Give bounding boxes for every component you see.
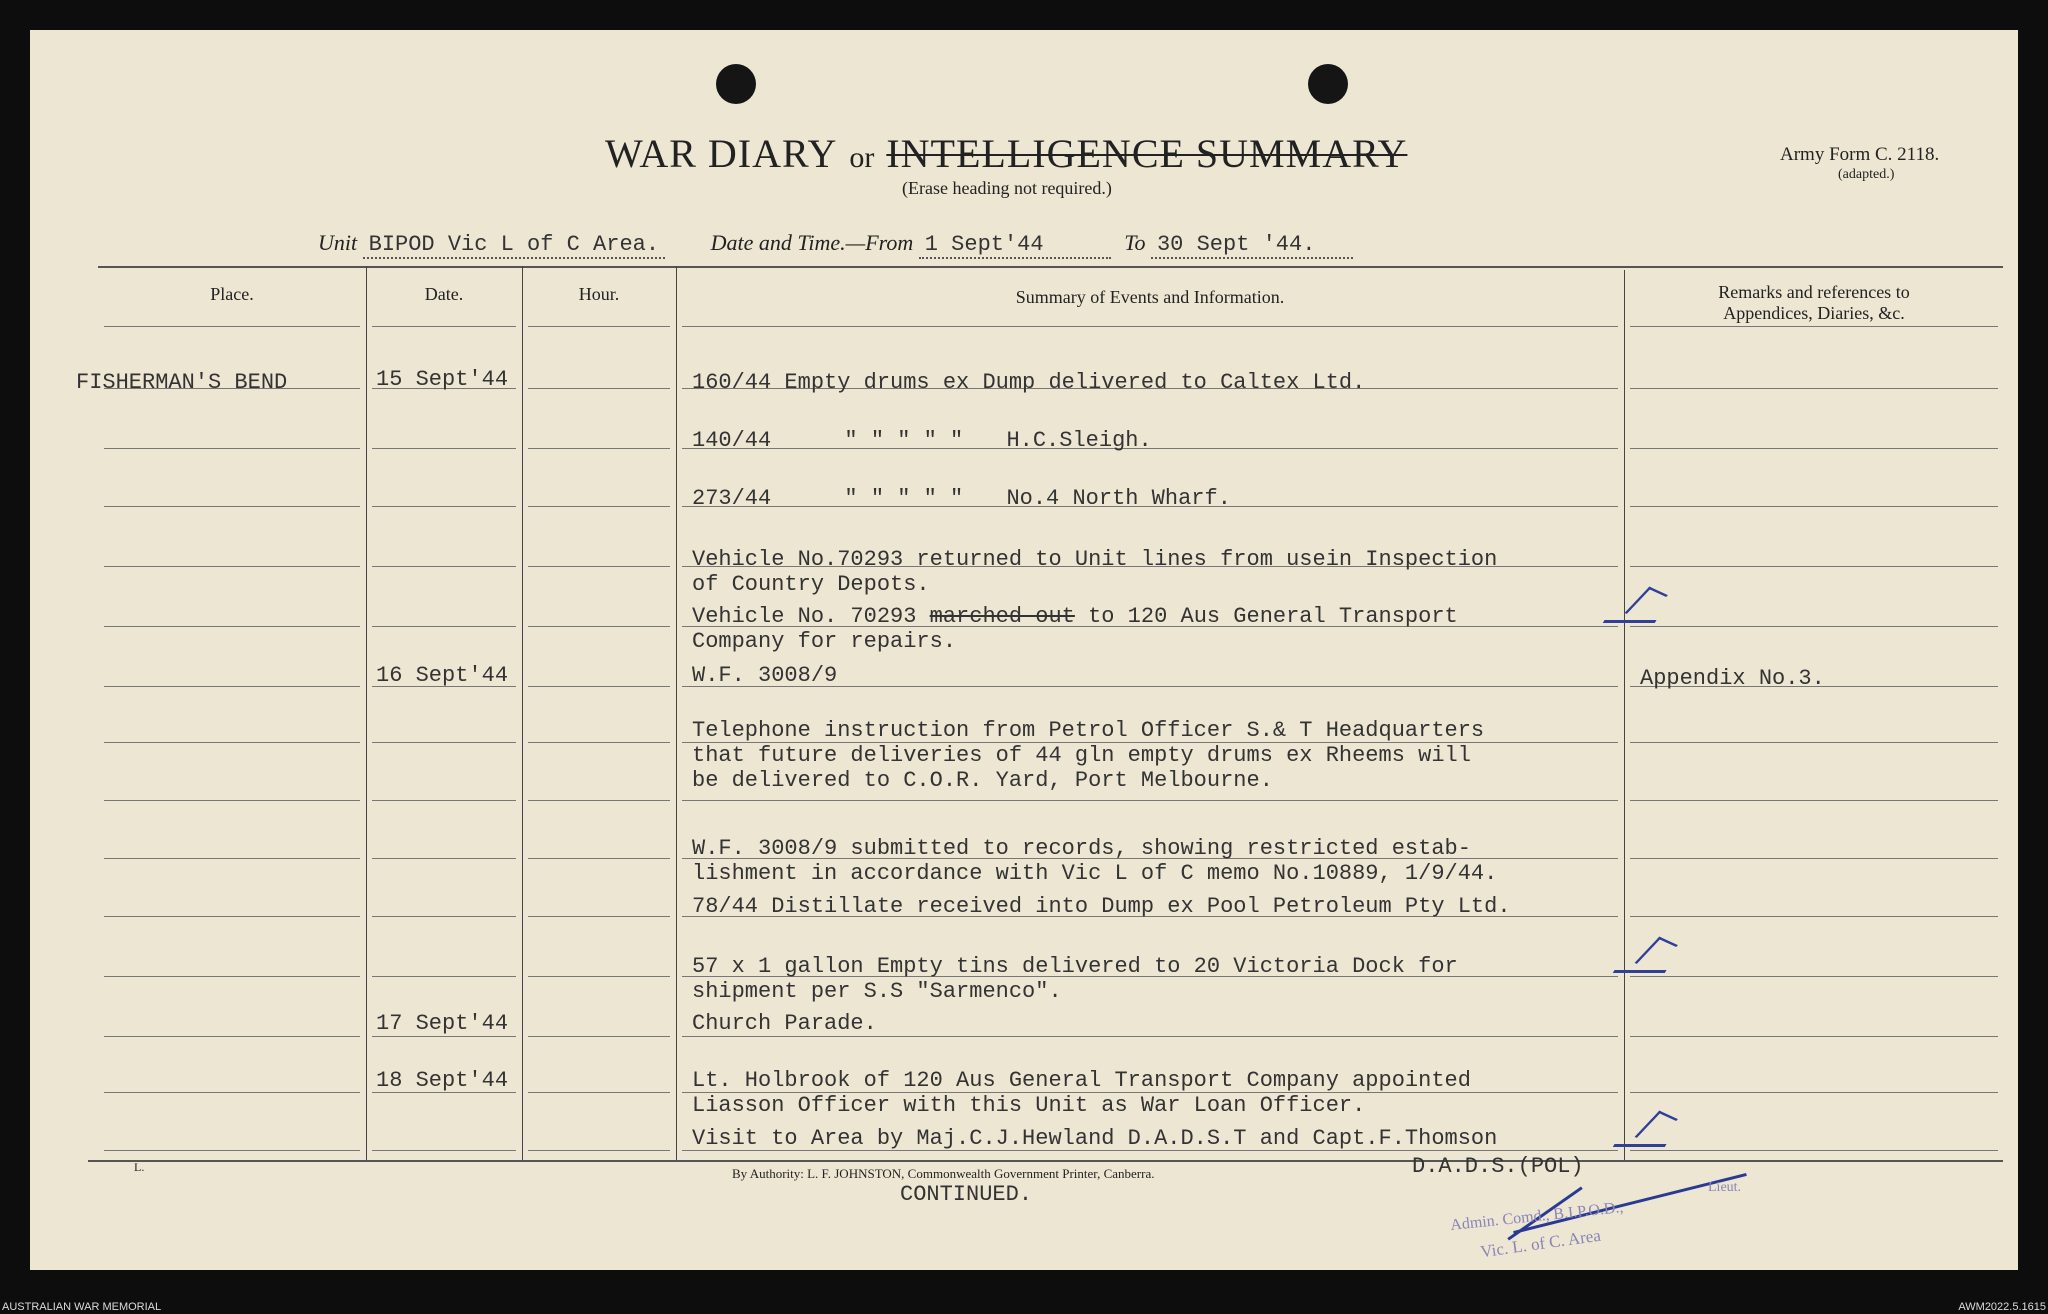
table-bottom-rule bbox=[88, 1160, 2003, 1162]
printer-authority: By Authority: L. F. JOHNSTON, Commonwealth Government Printer, Canberra. bbox=[732, 1166, 1155, 1181]
date-entry: 16 Sept'44 bbox=[376, 663, 509, 688]
ruled-line bbox=[528, 916, 670, 917]
date-from-value: 1 Sept'44 bbox=[919, 232, 1111, 259]
ruled-line bbox=[372, 1036, 516, 1037]
ruled-line bbox=[104, 686, 360, 687]
ruled-line bbox=[372, 742, 516, 743]
initials-mark bbox=[1613, 948, 1679, 973]
ruled-line bbox=[372, 916, 516, 917]
summary-entry: Vehicle No. 70293 marched out to 120 Aus General Transport Company for repairs. bbox=[692, 604, 1458, 654]
ruled-line bbox=[372, 506, 516, 507]
date-entry: 18 Sept'44 bbox=[376, 1068, 509, 1093]
ruled-line bbox=[372, 1150, 516, 1151]
ruled-line bbox=[104, 448, 360, 449]
ruled-line bbox=[528, 800, 670, 801]
ruled-line bbox=[528, 1150, 670, 1151]
ruled-line bbox=[372, 448, 516, 449]
form-mark: L. bbox=[134, 1160, 145, 1174]
ruled-line bbox=[104, 626, 360, 627]
summary-entry: 160/44 Empty drums ex Dump delivered to Caltex Ltd. bbox=[692, 370, 1366, 395]
header-rule bbox=[1630, 326, 1998, 327]
column-divider bbox=[676, 266, 677, 1160]
header-rule bbox=[104, 326, 360, 327]
ruled-line bbox=[1630, 858, 1998, 859]
ruled-line bbox=[1630, 1092, 1998, 1093]
ruled-line bbox=[528, 1036, 670, 1037]
archive-reference: AWM2022.5.1615 bbox=[1958, 1301, 2046, 1313]
column-header-summary: Summary of Events and Information. bbox=[1015, 287, 1285, 307]
ruled-line bbox=[104, 800, 360, 801]
ruled-line bbox=[528, 858, 670, 859]
ruled-line bbox=[682, 800, 1618, 801]
column-header-date: Date. bbox=[424, 284, 464, 304]
ruled-line bbox=[104, 1150, 360, 1151]
initials-mark bbox=[1613, 1122, 1679, 1147]
ruled-line bbox=[372, 566, 516, 567]
punch-hole bbox=[716, 64, 756, 104]
ruled-line bbox=[1630, 448, 1998, 449]
ruled-line bbox=[1630, 506, 1998, 507]
column-header-hour: Hour. bbox=[578, 284, 620, 304]
ruled-line bbox=[1630, 388, 1998, 389]
ruled-line bbox=[1630, 916, 1998, 917]
ruled-line bbox=[1630, 800, 1998, 801]
ruled-line bbox=[528, 448, 670, 449]
unit-line: Unit BIPOD Vic L of C Area. Date and Time.—From 1 Sept'44 To 30 Sept '44. bbox=[318, 230, 1353, 259]
summary-entry: 57 x 1 gallon Empty tins delivered to 20 Victoria Dock for shipment per S.S "Sarmenco". bbox=[692, 954, 1458, 1004]
page-title: WAR DIARY or INTELLIGENCE SUMMARY bbox=[605, 131, 1408, 176]
ruled-line bbox=[1630, 976, 1998, 977]
header-rule bbox=[528, 326, 670, 327]
header-rule bbox=[682, 326, 1618, 327]
ruled-line bbox=[1630, 566, 1998, 567]
ruled-line bbox=[104, 916, 360, 917]
ruled-line bbox=[372, 800, 516, 801]
ruled-line bbox=[528, 388, 670, 389]
unit-value: BIPOD Vic L of C Area. bbox=[363, 232, 665, 259]
ruled-line bbox=[104, 506, 360, 507]
ruled-line bbox=[528, 686, 670, 687]
stamp-area-line: Vic. L. of C. Area bbox=[1479, 1225, 1602, 1262]
date-entry: 15 Sept'44 bbox=[376, 367, 509, 392]
punch-hole bbox=[1308, 64, 1348, 104]
date-to-value: 30 Sept '44. bbox=[1151, 232, 1353, 259]
summary-entry: Church Parade. bbox=[692, 1011, 877, 1036]
stamp-admin-line: Admin. Comd., B.I.P.O.D., bbox=[1449, 1198, 1625, 1235]
ruled-line bbox=[104, 858, 360, 859]
ruled-line bbox=[1630, 626, 1998, 627]
ruled-line bbox=[104, 742, 360, 743]
ruled-line bbox=[528, 566, 670, 567]
summary-entry: 78/44 Distillate received into Dump ex Pool Petroleum Pty Ltd. bbox=[692, 894, 1511, 919]
place-entry: FISHERMAN'S BEND bbox=[76, 370, 288, 395]
erase-note: (Erase heading not required.) bbox=[902, 178, 1112, 198]
ruled-line bbox=[372, 976, 516, 977]
ruled-line bbox=[528, 626, 670, 627]
ruled-line bbox=[1630, 742, 1998, 743]
remark-entry: Appendix No.3. bbox=[1640, 666, 1825, 691]
summary-entry: Telephone instruction from Petrol Officer S.& T Headquarters that future deliveries of 44 gln empty drums ex Rheems will be delivered to C.O.R. Yard, Port Melbourne. bbox=[692, 718, 1485, 793]
ruled-line bbox=[682, 1036, 1618, 1037]
column-header-place: Place. bbox=[210, 284, 254, 304]
stamp-lieut: Lieut. bbox=[1708, 1180, 1742, 1195]
ruled-line bbox=[528, 976, 670, 977]
summary-entry: D.A.D.S.(POL) bbox=[1412, 1154, 1584, 1179]
date-entry: 17 Sept'44 bbox=[376, 1011, 509, 1036]
summary-entry: 140/44 " " " " " H.C.Sleigh. bbox=[692, 428, 1152, 453]
army-form-number: Army Form C. 2118. bbox=[1780, 144, 1940, 165]
ruled-line bbox=[104, 566, 360, 567]
ruled-line bbox=[1630, 1036, 1998, 1037]
archive-label: AUSTRALIAN WAR MEMORIAL bbox=[2, 1301, 162, 1313]
ruled-line bbox=[528, 506, 670, 507]
ruled-line bbox=[372, 858, 516, 859]
summary-entry: 273/44 " " " " " No.4 North Wharf. bbox=[692, 486, 1231, 511]
table-top-rule bbox=[98, 266, 2003, 268]
ruled-line bbox=[528, 742, 670, 743]
column-header-remarks: Remarks and references to Appendices, Diaries, &c. bbox=[1718, 282, 1910, 323]
ruled-line bbox=[104, 1036, 360, 1037]
summary-entry: W.F. 3008/9 submitted to records, showing restricted estab- lishment in accordance with Vic L of C memo No.10889, 1/9/44. bbox=[692, 836, 1498, 886]
summary-entry: W.F. 3008/9 bbox=[692, 663, 838, 688]
ruled-line bbox=[372, 626, 516, 627]
summary-entry: Lt. Holbrook of 120 Aus General Transport Company appointed Liasson Officer with this Unit as War Loan Officer. bbox=[692, 1068, 1471, 1118]
header-rule bbox=[372, 326, 516, 327]
initials-mark bbox=[1603, 598, 1669, 623]
ruled-line bbox=[528, 1092, 670, 1093]
continued-note: CONTINUED. bbox=[900, 1182, 1033, 1207]
ruled-line bbox=[104, 1092, 360, 1093]
diary-page bbox=[30, 30, 2018, 1270]
ruled-line bbox=[104, 976, 360, 977]
column-divider bbox=[1624, 270, 1625, 1160]
summary-entry: Vehicle No.70293 returned to Unit lines from usein Inspection of Country Depots. bbox=[692, 547, 1498, 597]
column-divider bbox=[522, 266, 523, 1160]
ruled-line bbox=[1630, 1150, 1998, 1151]
summary-entry: Visit to Area by Maj.C.J.Hewland D.A.D.S.T and Capt.F.Thomson bbox=[692, 1126, 1498, 1151]
form-adapted-note: (adapted.) bbox=[1838, 167, 1895, 182]
column-divider bbox=[366, 266, 367, 1160]
